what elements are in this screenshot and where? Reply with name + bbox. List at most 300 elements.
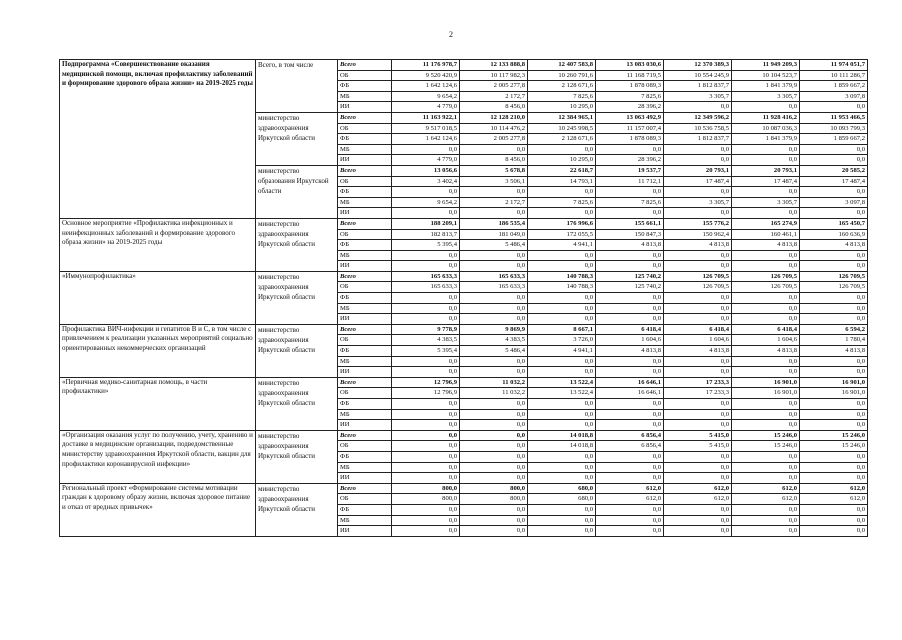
amount-cell: 165 633,3 [392,271,460,282]
amount-cell: 6 594,2 [800,324,868,335]
amount-cell: 800,0 [392,483,460,494]
amount-cell: 0,0 [596,420,664,431]
amount-cell: 0,0 [392,451,460,462]
amount-cell: 612,0 [664,483,732,494]
amount-cell: 0,0 [732,451,800,462]
funding-source-cell: МБ [338,197,392,208]
amount-cell: 12 128 210,0 [460,112,528,123]
amount-cell: 160 461,1 [732,229,800,240]
amount-cell: 0,0 [528,208,596,219]
program-name-cell: «Организация оказания услуг по получению, учету, хранению и доставке в медицинские организации, подведомственные министерству здравоохранения Иркутской области, вакцин для профилактики коронавирусной инфекции» [60,430,256,483]
amount-cell: 15 246,0 [800,430,868,441]
amount-cell: 0,0 [392,293,460,304]
amount-cell: 165 274,9 [732,218,800,229]
amount-cell: 0,0 [732,144,800,155]
funding-source-cell: ОБ [338,282,392,293]
amount-cell: 188 209,1 [392,218,460,229]
amount-cell: 0,0 [596,187,664,198]
amount-cell: 125 740,2 [596,271,664,282]
amount-cell: 0,0 [800,261,868,272]
amount-cell: 150 962,4 [664,229,732,240]
amount-cell: 160 636,9 [800,229,868,240]
amount-cell: 13 083 030,6 [596,60,664,71]
amount-cell: 20 585,2 [800,165,868,176]
amount-cell: 0,0 [596,208,664,219]
amount-cell: 10 114 476,2 [460,123,528,134]
funding-source-cell: ИИ [338,102,392,113]
amount-cell: 3 305,7 [664,197,732,208]
amount-cell: 0,0 [596,462,664,473]
amount-cell: 17 487,4 [732,176,800,187]
amount-cell: 0,0 [460,420,528,431]
amount-cell: 10 104 523,7 [732,70,800,81]
amount-cell: 800,0 [460,494,528,505]
funding-source-cell: Всего [338,271,392,282]
amount-cell: 9 517 018,5 [392,123,460,134]
amount-cell: 126 709,5 [800,271,868,282]
amount-cell: 0,0 [392,515,460,526]
funding-source-cell: ОБ [338,123,392,134]
amount-cell: 612,0 [800,483,868,494]
amount-cell: 14 793,1 [528,176,596,187]
amount-cell: 176 996,6 [528,218,596,229]
amount-cell: 0,0 [732,473,800,484]
amount-cell: 11 157 007,4 [596,123,664,134]
executor-cell: министерство здравоохранения Иркутской области [256,483,338,536]
amount-cell: 0,0 [528,504,596,515]
amount-cell: 13 522,4 [528,388,596,399]
amount-cell: 680,0 [528,494,596,505]
funding-source-cell: ОБ [338,388,392,399]
funding-source-cell: ИИ [338,420,392,431]
table-row [60,377,868,388]
amount-cell: 0,0 [596,515,664,526]
amount-cell: 0,0 [392,441,460,452]
amount-cell: 0,0 [460,515,528,526]
amount-cell: 4 383,5 [392,335,460,346]
amount-cell: 0,0 [528,356,596,367]
funding-source-cell: ФБ [338,81,392,92]
amount-cell: 155 776,2 [664,218,732,229]
funding-source-cell: Всего [338,112,392,123]
amount-cell: 0,0 [528,473,596,484]
amount-cell: 612,0 [732,483,800,494]
amount-cell: 0,0 [732,399,800,410]
amount-cell: 0,0 [732,250,800,261]
amount-cell: 12 384 965,1 [528,112,596,123]
amount-cell: 0,0 [392,250,460,261]
amount-cell: 0,0 [664,420,732,431]
funding-source-cell: Всего [338,483,392,494]
amount-cell: 0,0 [460,293,528,304]
amount-cell: 17 487,4 [664,176,732,187]
amount-cell: 0,0 [800,208,868,219]
budget-table [59,59,868,537]
amount-cell: 1 812 837,7 [664,81,732,92]
funding-source-cell: ФБ [338,293,392,304]
amount-cell: 0,0 [596,504,664,515]
amount-cell: 1 841 379,9 [732,134,800,145]
funding-source-cell: Всего [338,430,392,441]
amount-cell: 0,0 [596,526,664,537]
amount-cell: 8 456,0 [460,102,528,113]
amount-cell: 4 779,0 [392,102,460,113]
amount-cell: 0,0 [392,526,460,537]
amount-cell: 4 813,8 [800,346,868,357]
amount-cell: 181 049,0 [460,229,528,240]
program-name-cell: Профилактика ВИЧ-инфекции и гепатитов В и С, в том числе с привлечением к реализации указанных мероприятий социально ориентированных некоммерческих организаций [60,324,256,377]
funding-source-cell: Всего [338,165,392,176]
amount-cell: 0,0 [392,356,460,367]
amount-cell: 0,0 [596,451,664,462]
amount-cell: 10 087 036,3 [732,123,800,134]
amount-cell: 0,0 [800,102,868,113]
program-name-cell: Региональный проект «Формирование системы мотивации граждан к здоровому образу жизни, включая здоровое питание и отказ от вредных привычек» [60,483,256,536]
amount-cell: 0,0 [528,314,596,325]
amount-cell: 6 418,4 [596,324,664,335]
amount-cell: 0,0 [596,356,664,367]
amount-cell: 0,0 [528,261,596,272]
amount-cell: 125 740,2 [596,282,664,293]
amount-cell: 1 859 667,2 [800,134,868,145]
amount-cell: 3 305,7 [732,197,800,208]
amount-cell: 3 305,7 [664,91,732,102]
amount-cell: 12 370 389,3 [664,60,732,71]
funding-source-cell: МБ [338,462,392,473]
amount-cell: 0,0 [392,409,460,420]
amount-cell: 0,0 [732,102,800,113]
amount-cell: 19 537,7 [596,165,664,176]
amount-cell: 800,0 [392,494,460,505]
amount-cell: 0,0 [528,367,596,378]
amount-cell: 0,0 [596,409,664,420]
amount-cell: 17 233,3 [664,377,732,388]
amount-cell: 0,0 [732,187,800,198]
amount-cell: 0,0 [528,293,596,304]
amount-cell: 0,0 [460,261,528,272]
amount-cell: 0,0 [528,420,596,431]
funding-source-cell: ОБ [338,70,392,81]
amount-cell: 0,0 [528,526,596,537]
funding-source-cell: Всего [338,324,392,335]
amount-cell: 8 456,0 [460,155,528,166]
amount-cell: 10 093 799,3 [800,123,868,134]
funding-source-cell: ИИ [338,208,392,219]
amount-cell: 0,0 [664,155,732,166]
amount-cell: 3 097,8 [800,197,868,208]
amount-cell: 0,0 [800,367,868,378]
amount-cell: 1 878 089,3 [596,81,664,92]
program-name-cell: Подпрограмма «Совершенствование оказания медицинской помощи, включая профилактику заболеваний и формирование здорового образа жизни» на 2019-2025 годы [60,60,256,219]
funding-source-cell: ОБ [338,176,392,187]
amount-cell: 1 812 837,7 [664,134,732,145]
amount-cell: 0,0 [460,367,528,378]
amount-cell: 5 678,8 [460,165,528,176]
amount-cell: 6 856,4 [596,430,664,441]
amount-cell: 11 974 051,7 [800,60,868,71]
amount-cell: 0,0 [460,250,528,261]
table-row [60,271,868,282]
amount-cell: 0,0 [596,399,664,410]
amount-cell: 0,0 [732,293,800,304]
funding-source-cell: ОБ [338,335,392,346]
amount-cell: 0,0 [732,356,800,367]
amount-cell: 150 847,3 [596,229,664,240]
amount-cell: 2 128 671,6 [528,134,596,145]
amount-cell: 13 056,6 [392,165,460,176]
funding-source-cell: ОБ [338,441,392,452]
amount-cell: 11 168 719,5 [596,70,664,81]
amount-cell: 0,0 [460,208,528,219]
amount-cell: 0,0 [732,515,800,526]
amount-cell: 186 535,4 [460,218,528,229]
amount-cell: 16 901,0 [800,388,868,399]
amount-cell: 4 813,8 [732,346,800,357]
funding-source-cell: МБ [338,515,392,526]
funding-source-cell: ФБ [338,451,392,462]
amount-cell: 20 793,1 [732,165,800,176]
amount-cell: 12 796,9 [392,388,460,399]
amount-cell: 0,0 [732,526,800,537]
funding-source-cell: ИИ [338,314,392,325]
amount-cell: 172 055,5 [528,229,596,240]
page-number: 2 [449,30,453,39]
amount-cell: 0,0 [732,261,800,272]
funding-source-cell: ФБ [338,504,392,515]
amount-cell: 0,0 [664,526,732,537]
amount-cell: 0,0 [664,451,732,462]
amount-cell: 0,0 [800,515,868,526]
table-body [60,60,868,537]
amount-cell: 126 709,5 [732,282,800,293]
amount-cell: 9 654,2 [392,91,460,102]
amount-cell: 612,0 [800,494,868,505]
executor-cell: министерство образования Иркутской области [256,165,338,218]
amount-cell: 0,0 [800,293,868,304]
amount-cell: 15 246,0 [732,441,800,452]
amount-cell: 0,0 [664,515,732,526]
amount-cell: 0,0 [664,399,732,410]
amount-cell: 3 726,0 [528,335,596,346]
funding-source-cell: ИИ [338,367,392,378]
funding-source-cell: ОБ [338,229,392,240]
amount-cell: 2 005 277,8 [460,81,528,92]
funding-source-cell: ФБ [338,187,392,198]
funding-source-cell: Всего [338,377,392,388]
amount-cell: 0,0 [392,504,460,515]
executor-cell: министерство здравоохранения Иркутской области [256,377,338,430]
amount-cell: 3 506,1 [460,176,528,187]
amount-cell: 0,0 [664,462,732,473]
amount-cell: 0,0 [664,303,732,314]
amount-cell: 165 450,7 [800,218,868,229]
amount-cell: 140 788,3 [528,271,596,282]
amount-cell: 0,0 [596,473,664,484]
amount-cell: 0,0 [392,430,460,441]
amount-cell: 0,0 [800,155,868,166]
amount-cell: 14 018,8 [528,430,596,441]
table-row [60,218,868,229]
executor-cell: министерство здравоохранения Иркутской области [256,112,338,165]
amount-cell: 17 487,4 [800,176,868,187]
table-row [60,483,868,494]
amount-cell: 0,0 [664,261,732,272]
amount-cell: 11 176 978,7 [392,60,460,71]
amount-cell: 0,0 [392,144,460,155]
amount-cell: 155 661,1 [596,218,664,229]
amount-cell: 0,0 [732,314,800,325]
amount-cell: 0,0 [528,187,596,198]
amount-cell: 4 813,8 [664,346,732,357]
amount-cell: 7 825,6 [596,91,664,102]
amount-cell: 11 163 922,1 [392,112,460,123]
amount-cell: 0,0 [664,504,732,515]
amount-cell: 16 901,0 [800,377,868,388]
amount-cell: 0,0 [460,441,528,452]
amount-cell: 0,0 [800,409,868,420]
amount-cell: 16 646,1 [596,377,664,388]
amount-cell: 9 654,2 [392,197,460,208]
amount-cell: 0,0 [596,367,664,378]
amount-cell: 11 949 209,3 [732,60,800,71]
amount-cell: 11 032,2 [460,377,528,388]
amount-cell: 680,0 [528,483,596,494]
amount-cell: 20 793,1 [664,165,732,176]
amount-cell: 8 667,1 [528,324,596,335]
amount-cell: 0,0 [664,187,732,198]
executor-cell: министерство здравоохранения Иркутской области [256,324,338,377]
funding-source-cell: ФБ [338,399,392,410]
amount-cell: 11 032,2 [460,388,528,399]
amount-cell: 0,0 [596,293,664,304]
amount-cell: 0,0 [664,367,732,378]
amount-cell: 0,0 [528,250,596,261]
amount-cell: 0,0 [800,526,868,537]
funding-source-cell: МБ [338,144,392,155]
amount-cell: 4 941,1 [528,240,596,251]
amount-cell: 0,0 [664,409,732,420]
amount-cell: 0,0 [596,314,664,325]
amount-cell: 6 418,4 [732,324,800,335]
program-name-cell: «Иммунопрофилактика» [60,271,256,324]
amount-cell: 0,0 [664,293,732,304]
amount-cell: 0,0 [800,399,868,410]
amount-cell: 0,0 [732,208,800,219]
amount-cell: 0,0 [460,504,528,515]
amount-cell: 0,0 [800,473,868,484]
funding-source-cell: ОБ [338,494,392,505]
amount-cell: 126 709,5 [732,271,800,282]
funding-source-cell: ИИ [338,473,392,484]
amount-cell: 4 813,8 [596,346,664,357]
amount-cell: 0,0 [460,473,528,484]
amount-cell: 0,0 [800,144,868,155]
amount-cell: 0,0 [800,462,868,473]
amount-cell: 0,0 [460,430,528,441]
funding-source-cell: ИИ [338,155,392,166]
amount-cell: 612,0 [732,494,800,505]
amount-cell: 10 554 245,9 [664,70,732,81]
amount-cell: 165 633,3 [460,282,528,293]
amount-cell: 10 295,0 [528,102,596,113]
amount-cell: 0,0 [528,399,596,410]
amount-cell: 5 395,4 [392,346,460,357]
amount-cell: 0,0 [664,473,732,484]
amount-cell: 0,0 [460,144,528,155]
funding-source-cell: Всего [338,60,392,71]
amount-cell: 1 878 089,3 [596,134,664,145]
amount-cell: 28 396,2 [596,155,664,166]
amount-cell: 0,0 [392,187,460,198]
amount-cell: 0,0 [732,420,800,431]
amount-cell: 6 856,4 [596,441,664,452]
amount-cell: 14 018,8 [528,441,596,452]
amount-cell: 4 813,8 [800,240,868,251]
amount-cell: 4 813,8 [596,240,664,251]
amount-cell: 0,0 [596,261,664,272]
amount-cell: 3 097,8 [800,91,868,102]
amount-cell: 0,0 [460,356,528,367]
amount-cell: 1 642 124,6 [392,81,460,92]
amount-cell: 0,0 [392,303,460,314]
amount-cell: 12 407 583,8 [528,60,596,71]
executor-cell: министерство здравоохранения Иркутской области [256,430,338,483]
amount-cell: 16 646,1 [596,388,664,399]
amount-cell: 10 260 791,6 [528,70,596,81]
amount-cell: 1 642 124,6 [392,134,460,145]
amount-cell: 0,0 [460,462,528,473]
amount-cell: 0,0 [392,367,460,378]
amount-cell: 0,0 [460,399,528,410]
amount-cell: 0,0 [800,420,868,431]
amount-cell: 0,0 [392,420,460,431]
amount-cell: 165 633,3 [392,282,460,293]
amount-cell: 2 172,7 [460,197,528,208]
amount-cell: 10 245 998,5 [528,123,596,134]
amount-cell: 0,0 [392,399,460,410]
table-row [60,60,868,71]
amount-cell: 0,0 [664,356,732,367]
amount-cell: 612,0 [596,494,664,505]
amount-cell: 0,0 [664,144,732,155]
amount-cell: 126 709,5 [664,282,732,293]
amount-cell: 0,0 [528,303,596,314]
amount-cell: 800,0 [460,483,528,494]
amount-cell: 165 633,3 [460,271,528,282]
amount-cell: 0,0 [732,155,800,166]
funding-source-cell: ФБ [338,134,392,145]
amount-cell: 0,0 [596,250,664,261]
amount-cell: 4 779,0 [392,155,460,166]
amount-cell: 0,0 [392,314,460,325]
amount-cell: 17 233,3 [664,388,732,399]
executor-cell: Всего, в том числе [256,60,338,113]
amount-cell: 11 953 466,5 [800,112,868,123]
amount-cell: 4 813,8 [732,240,800,251]
amount-cell: 0,0 [460,451,528,462]
amount-cell: 2 172,7 [460,91,528,102]
amount-cell: 1 859 667,2 [800,81,868,92]
amount-cell: 1 604,6 [732,335,800,346]
amount-cell: 12 133 888,8 [460,60,528,71]
amount-cell: 0,0 [596,144,664,155]
amount-cell: 0,0 [596,303,664,314]
funding-source-cell: МБ [338,356,392,367]
amount-cell: 140 788,3 [528,282,596,293]
amount-cell: 126 709,5 [800,282,868,293]
amount-cell: 2 005 277,8 [460,134,528,145]
amount-cell: 11 928 416,2 [732,112,800,123]
